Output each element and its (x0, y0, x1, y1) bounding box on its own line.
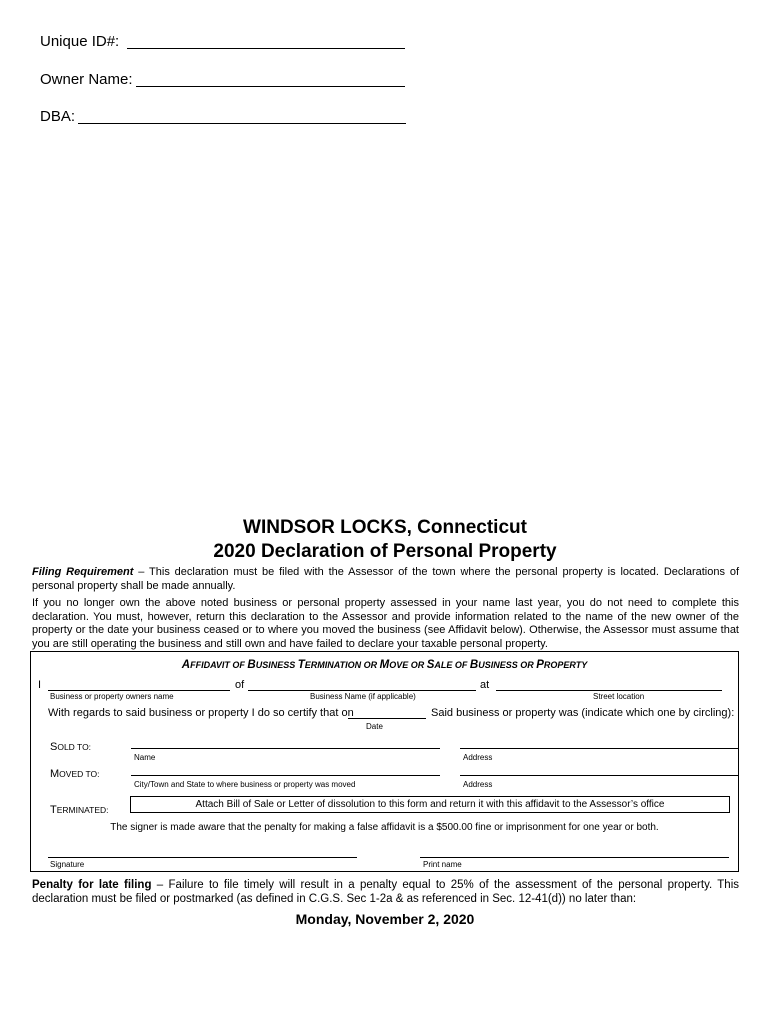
filing-deadline: Monday, November 2, 2020 (295, 911, 475, 927)
moved-to-city-field[interactable] (131, 775, 440, 776)
filing-requirement-text: – This declaration must be filed with the Assessor of the town where the personal property is located. Declarations of personal property shall be made annually. (32, 566, 739, 592)
said-business-text: Said business or property was (indicate which one by circling): (431, 707, 735, 719)
affidavit-title-part: A (181, 659, 191, 671)
city-caption: City/Town and State to where business or property was moved (134, 780, 356, 789)
affidavit-title-part: OVE OR (389, 660, 427, 670)
penalty-paragraph (32, 879, 739, 906)
signature-caption: Signature (50, 860, 85, 869)
affidavit-title (30, 655, 739, 673)
moved-to-address-field[interactable] (460, 775, 739, 776)
terminated-initial: T (50, 804, 57, 816)
affidavit-title-part: FFIDAVIT OF (190, 660, 248, 670)
terminated-rest: ERMINATED: (56, 805, 109, 815)
affidavit-title-part: B (469, 659, 479, 671)
owner-name-affidavit-field[interactable] (48, 690, 230, 691)
document-title-line1: WINDSOR LOCKS, Connecticut (243, 517, 527, 538)
signature-field[interactable] (48, 857, 357, 858)
affidavit-title-part: USINESS (255, 660, 298, 670)
owner-name-field[interactable] (136, 86, 405, 87)
affidavit-title-part: T (297, 659, 305, 671)
date-field[interactable] (348, 718, 426, 719)
dba-field[interactable] (78, 123, 406, 124)
affidavit-title-part: M (379, 659, 390, 671)
owner-name-caption: Business or property owners name (50, 692, 174, 701)
sold-to-address-field[interactable] (460, 748, 739, 749)
no-longer-own-paragraph: If you no longer own the above noted business or personal property assessed in your name last year, you do not need to complete this declaration. You must, however, return this declaration to the Assessor and provide information related to the name of the new owner of the property or the date your business ceased or to where you moved the business (see Affidavit below). Otherwise, the Assessor must assume that you are still operating the business and still own and have failed to declare your taxable personal property. (32, 597, 739, 650)
terminated-option[interactable] (50, 800, 109, 818)
affidavit-title-part: ALE OF (434, 660, 470, 670)
filing-requirement-paragraph (32, 566, 739, 593)
affidavit-i-label: I (38, 679, 42, 691)
false-affidavit-warning: The signer is made aware that the penalty for making a false affidavit is a $500.00 fine or imprisonment for one year or both. (110, 822, 659, 833)
certify-text: With regards to said business or property I do so certify that on (48, 707, 354, 719)
print-name-field[interactable] (420, 857, 729, 858)
sold-to-name-field[interactable] (131, 748, 440, 749)
address-caption: Address (463, 753, 493, 762)
affidavit-title-part: ROPERTY (543, 660, 588, 670)
business-name-caption: Business Name (if applicable) (310, 692, 416, 701)
name-caption: Name (134, 753, 156, 762)
affidavit-of-label: of (235, 679, 245, 691)
affidavit-title-part: ERMINATION OR (304, 660, 380, 670)
affidavit-title-part: P (536, 659, 544, 671)
date-caption: Date (366, 722, 383, 731)
penalty-label: Penalty for late filing (32, 879, 152, 891)
street-location-field[interactable] (496, 690, 722, 691)
unique-id-field[interactable] (127, 48, 405, 49)
dba-label: DBA: (40, 108, 76, 125)
sold-to-initial: S (50, 741, 58, 753)
affidavit-title-part: B (247, 659, 256, 671)
moved-to-option[interactable] (50, 764, 99, 782)
owner-name-label: Owner Name: (40, 71, 133, 88)
moved-to-initial: M (50, 768, 60, 780)
print-name-caption: Print name (423, 860, 462, 869)
penalty-text: – Failure to file timely will result in a penalty equal to 25% of the assessment of the personal property. This declaration must be filed or postmarked (as defined in C.G.S. Sec 1-2a & as referenced in Sec. 12-41(d)) no later than: (32, 879, 739, 905)
street-location-caption: Street location (593, 692, 645, 701)
business-name-affidavit-field[interactable] (248, 690, 476, 691)
sold-to-rest: OLD TO: (57, 742, 92, 752)
sold-to-option[interactable] (50, 737, 91, 755)
filing-requirement-label: Filing Requirement (32, 566, 134, 578)
address-caption-2: Address (463, 780, 493, 789)
document-title-line2: 2020 Declaration of Personal Property (213, 541, 557, 562)
unique-id-label: Unique ID#: (40, 33, 120, 50)
moved-to-rest: OVED TO: (59, 769, 100, 779)
attach-instructions-box: Attach Bill of Sale or Letter of dissolution to this form and return it with this affidavit to the Assessor’s office (130, 796, 730, 813)
affidavit-at-label: at (480, 679, 490, 691)
affidavit-title-part: S (426, 659, 435, 671)
affidavit-title-part: USINESS OR (478, 660, 537, 670)
